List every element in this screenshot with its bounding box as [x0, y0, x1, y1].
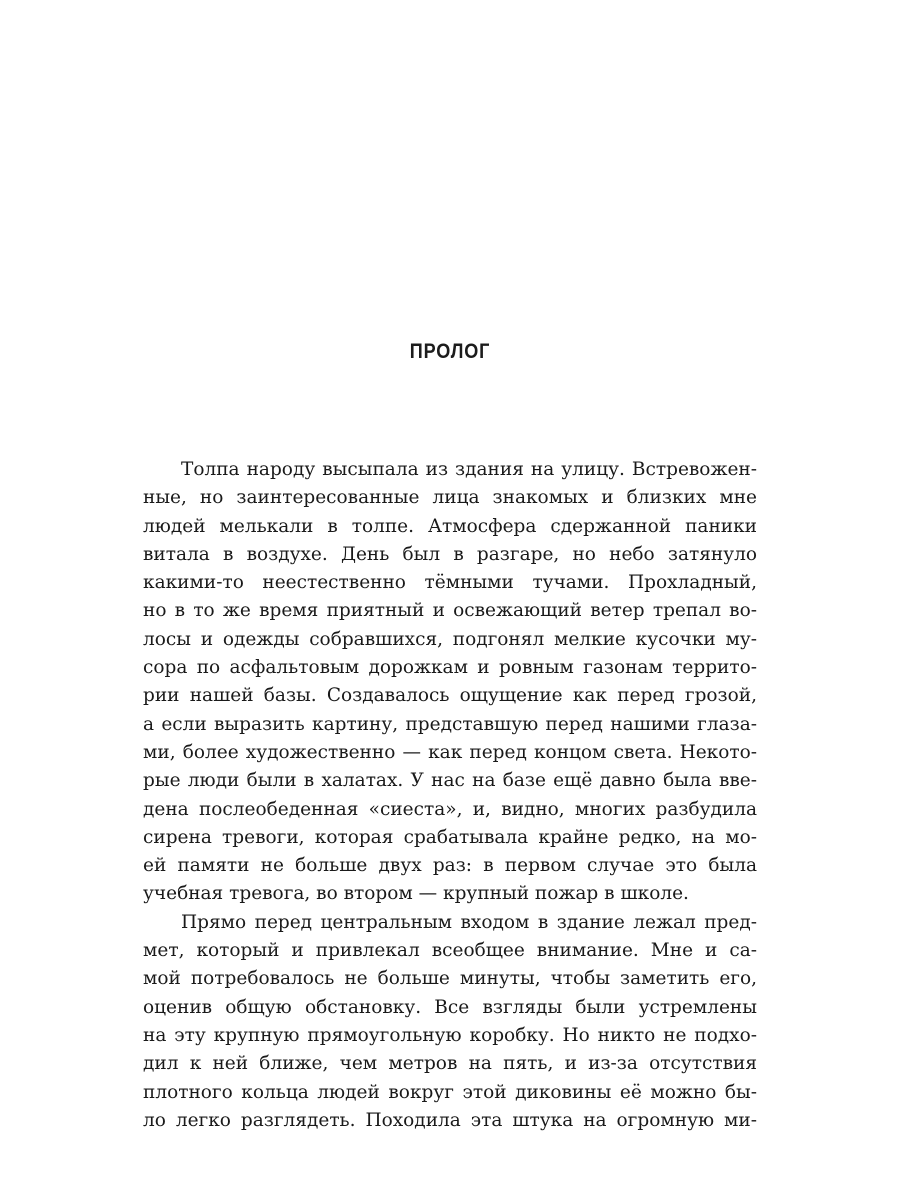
text-line: рии нашей базы. Создавалось ощущение как перед грозой,	[143, 685, 757, 707]
chapter-title: ПРОЛОГ	[409, 340, 491, 363]
text-line: но в то же время приятный и освежающий ветер трепал во-	[143, 600, 757, 622]
body-text	[143, 456, 757, 1135]
text-line: дена послеобеденная «сиеста», и, видно, многих разбудила	[143, 798, 757, 820]
text-line: оценив общую обстановку. Все взгляды были устремлены	[143, 996, 757, 1018]
text-line: какими-то неестественно тёмными тучами. Прохладный,	[143, 572, 757, 594]
text-line: дил к ней ближе, чем метров на пять, и из-за отсутствия	[143, 1053, 757, 1075]
text-line: ло легко разглядеть. Походила эта штука на огромную ми-	[143, 1109, 757, 1131]
text-line: а если выразить картину, представшую перед нашими глаза-	[143, 713, 757, 735]
text-line: витала в воздухе. День был в разгаре, но небо затянуло	[143, 543, 757, 565]
text-line: учебная тревога, во втором — крупный пожар в школе.	[143, 883, 689, 905]
text-line: плотного кольца людей вокруг этой диковины её можно бы-	[143, 1081, 757, 1103]
paragraph-2	[143, 909, 757, 1135]
text-line: рые люди были в халатах. У нас на базе ещё давно была вве-	[143, 770, 757, 792]
text-line: Прямо перед центральным входом в здание лежал пред-	[181, 911, 757, 933]
paragraph-1	[143, 456, 757, 909]
text-line: мой потребовалось не больше минуты, чтобы заметить его,	[143, 968, 757, 990]
text-line: людей мелькали в толпе. Атмосфера сдержанной паники	[143, 515, 757, 537]
text-line: сирена тревоги, которая срабатывала крайне редко, на мо-	[143, 826, 757, 848]
text-line: Толпа народу высыпала из здания на улицу. Встревожен-	[181, 459, 757, 480]
text-line: сора по асфальтовым дорожкам и ровным газонам террито-	[143, 657, 757, 679]
text-line: лосы и одежды собравшихся, подгонял мелкие кусочки му-	[143, 628, 757, 650]
text-line: ей памяти не больше двух раз: в первом случае это была	[143, 855, 757, 877]
text-line: на эту крупную прямоугольную коробку. Но никто не подхо-	[143, 1024, 757, 1046]
text-line: мет, который и привлекал всеобщее внимание. Мне и са-	[143, 940, 757, 962]
text-line: ные, но заинтересованные лица знакомых и близких мне	[143, 487, 757, 509]
text-line: ми, более художественно — как перед концом света. Некото-	[143, 741, 757, 763]
